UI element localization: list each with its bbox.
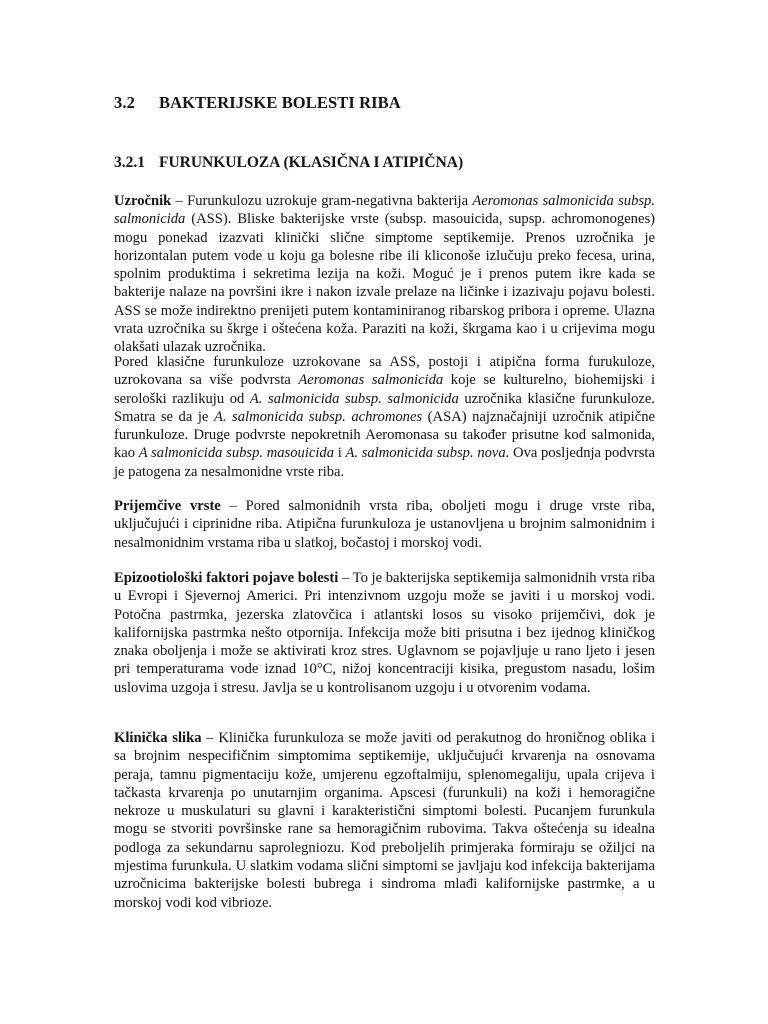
text-span: Pored klasične furunkuloze uzrokovane sa ASS, postoji i atipična forma furukuloze, uzrokovana sa više podvrsta [114,354,655,389]
text-span: uzročnika klasične furunkuloze. Smatra se da je [114,390,655,425]
paragraph-klinicka-slika [114,729,655,912]
section-number: 3.2 [114,93,135,112]
text-span: – Furunkulozu uzrokuje gram-negativna bakterija [171,193,473,209]
species-name: A. salmonicida subsp. salmonicida [249,390,459,407]
text-span: Ova posljednja podvrsta je patogena za nesalmonidne vrste riba. [114,445,655,480]
subsection-title: FURUNKULOZA (KLASIČNA I ATIPIČNA) [159,154,464,171]
subsection-number: 3.2.1 [114,154,145,171]
text-span: – Klinička furunkuloza se može javiti od perakutnog do hroničnog oblika i sa brojnim nespecifičnim simptomima septikemije, uključujući krvarenja na osnovama peraja, tamnu pigmentaciju kože, umjerenu egzoftalmiju, splenomegaliju, upala crijeva i tačkasta krvarenja po unutarnjim organima. Apscesi (furunkuli) na koži i hemoragične nekroze u muskulaturi su glavni i karakteristični simptomi bolesti. Pucanjem furunkula mogu se stvoriti površinske rane sa hemoragičnim rubovima. Takva oštećenja su idealna podloga za sekundarnu saprolegniozu. Kod preboljelih primjeraka formiraju se ožiljci na mjestima furunkula. U slatkim vodama slični simptomi se javljaju kod infekcija bakterijama uzročnicima bakterijske bolesti bubrega i sindroma mlađi kalifornijske pastrmke, a u morskoj vodi kod vibrioze. [114,730,656,911]
paragraph-atipicna [114,353,655,481]
section-heading [114,93,401,113]
paragraph-epizootioloski-faktori [114,569,655,697]
text-span: (ASS). Bliske bakterijske vrste (subsp. masouicida, supsp. achromonogenes) mogu ponekad izazvati klinički slične simptome septikemije. Prenos uzročnika je horizontalan putem vode u koju ga bolesne ribe ili kliconoše izlučuju preko fecesa, urina, spolnim produktima i sekretima lezija na koži. Moguć je i prenos putem ikre kada se bakterije nalaze na površini ikre i nakon izvale prelaze na ličinke i izazivaju pojavu bolesti. ASS se može indirektno prenijeti putem kontaminiranog ribarskog pribora i opreme. Ulazna vrata uzročnika su škrge i oštećena koža. Paraziti na koži, škrgama kao i u crijevima mogu olakšati ulazak uzročnika. [114,211,655,356]
section-title: BAKTERIJSKE BOLESTI RIBA [159,93,401,112]
paragraph-prijemcive-vrste [114,497,655,552]
species-name: Aeromonas salmonicida [298,372,444,389]
subsection-heading [114,154,463,172]
species-name: A. salmonicida subsp. nova. [345,445,510,462]
species-name: A salmonicida subsp. masouicida [138,445,335,462]
term-epizootioloski-faktori: Epizootiološki faktori pojave bolesti [114,570,339,586]
term-prijemcive-vrste: Prijemčive vrste [114,498,221,514]
species-name: Aeromonas salmonicida subsp. salmonicida [114,193,655,228]
text-span: i [334,445,346,462]
species-name: A. salmonicida subsp. achromones [213,408,423,425]
text-span: – Pored salmonidnih vrsta riba, oboljeti mogu i druge vrste riba, uključujući i ciprinidne riba. Atipična furunkuloza je ustanovljena u brojnim salmonidnim i nesalmonidnim vrstama riba u slatkoj, bočastoj i morskoj vodi. [114,498,656,551]
text-span: – To je bakterijska septikemija salmonidnih vrsta riba u Evropi i Sjevernoj Americi. Pri intenzivnom uzgoju može se javiti i u morskoj vodi. Potočna pastrmka, jezerska zlatovčica i atlantski losos su visoko prijemčivi, dok je kalifornijska pastrmka nešto otpornija. Infekcija može biti prisutna i bez ijednog kliničkog znaka oboljenja i može se aktivirati kroz stres. Uglavnom se pojavljuje u rano ljeto i jesen pri temperaturama vode iznad 10°C, nižoj koncentraciji kisika, pregustom nasadu, lošim uslovima uzgoja i stresu. Javlja se u kontrolisanom uzgoju i u otvorenim vodama. [114,570,655,696]
paragraph-uzrocnik [114,192,655,357]
text-span: (ASA) najznačajniji uzročnik atipične furunkuloze. Druge podvrste nepokretnih Aeromonasa su također prisutne kod salmonida, kao [114,408,655,462]
text-span: koje se kulturelno, biohemijski i serološki razlikuju od [114,372,655,407]
term-uzrocnik: Uzročnik [114,193,172,209]
term-klinicka-slika: Klinička slika [114,730,202,746]
